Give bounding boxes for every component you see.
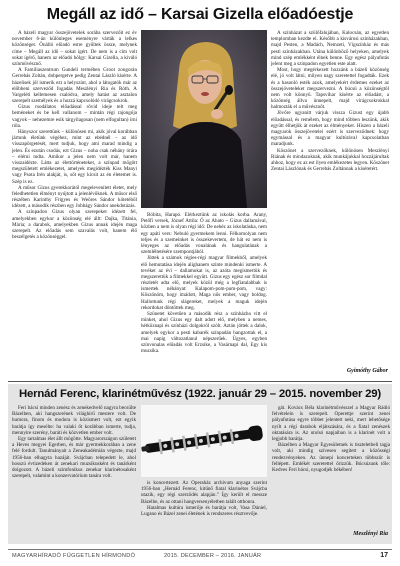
paragraph: Bázelben a Magyar Egyesületnek is tiszteletbeli tagja volt, aki mindig szívesen segített a közösségi rendezvényeken. Az ünnepi koncerteken többször is fellépett. Emlékét szeretettel őrizzük. Búcsúzunk tőle: Kedves Feri bácsi, nyugodjék békében! — [272, 442, 390, 473]
author-signature: Gyimóthy Gábor — [346, 368, 388, 374]
obituary-signature: Meszlényi Ria — [353, 531, 388, 537]
page-footer — [12, 553, 388, 561]
obituary-column-left — [12, 405, 136, 539]
paragraph: Most, hogy megérkezett hozzánk a bázeli közönség elé, jó volt látni, milyen nagy szeretettel fogadták. Ezek és a hasonló esték azok, amelyekért érdemes ezeket az összejöveteleket megszervezni. A búcsú a közönségtől nem volt könnyű. Tapsvihar kísérte az előadást, a közönség állva ünnepelt, majd virágcsokrokkal halmozták el a művésznőt. — [271, 67, 389, 111]
clarinet-photo — [141, 405, 267, 477]
publication-name: MAGYARHÍRADÓ FÜGGETLEN HÍRMONDÓ — [12, 553, 136, 559]
section-divider — [8, 381, 392, 382]
paragraph: is koncertezett. Az Operaház archívum anyaga szerint 1956-ban „Hernád Ferenc, kitűnő fiatal klarinétos Svájcba utazik, egy régi szerződés alapján.” Így került el messze Bázelbe, és az ottani hangversenyéletben talált otthonra. — [141, 480, 267, 505]
obituary-title: Hernád Ferenc, klarinétművész (1922. január 29 – 2015. november 29) — [18, 388, 382, 400]
paragraph: Jövőre ugyanitt várjuk vissza Gizust egy újabb előadással, és remélem, hogy mind többen leszünk, akik együtt élhetjük át ezeket az élményeket. Hiszen a bázeli magyarok összejövetelei ezért is szerveződnek: hogy egymással és a magyar kultúrával kapcsolatban maradjunk. — [271, 110, 389, 148]
paragraph: Bóbita, Harapó. Elérkeztünk az iskolás korba. Arany, Petőfi versek, József Attila: Ó az Ahato – Gizus dallamával, közben a nem is olyan régi idő: De nehéz az iskolatáska, nem egy apáti vers: Nebuló gyermekem lenni. Félkomolyan nem teljes és a szemeinket is összekevertem, de hát ez nem is lényeges az előadás vonalának és hangulatának a szemléltetésére szempontjából. — [141, 212, 267, 256]
paragraph: Gizus csodálatos előadással rövid ideje telt meg beméneket és be kell vallanom – mintán régi rajongója vagyok – nehezemre esik tárgyilagosan (nem elfogultan) írni róla. — [12, 104, 137, 129]
article-column-left — [12, 30, 137, 376]
paragraph: A színházat a szülőfalujában, Kalocsán, az egyetlen templomban kezdte el. Később a kisvárosi színházakban, majd Pesten, a Madách, Nemzeti, Vígszínház és más pesti színházakban. Utána különböző helyeken, amelyek mind szép emlékként élnek benne. Egy egész pályafutás jelent meg a színpadon egyetlen este alatt. — [271, 30, 389, 67]
paragraph: A színpadon Gizus olyan szerepeket idézett fel, amelyekben egykor a közönség elé állt: Dajka, Titánia, Mária; a darabok, amelyekben Gizus annak idején maga szerepelt. Az előadás sem szavalás volt, hanem élő beszélgetés a közönséggel. — [12, 209, 137, 241]
performer-photo — [141, 30, 267, 208]
paragraph: Hatalmas kultúra ismerője és barátja volt, Vasa Dániel, Lugano és Bázel zenei életének is rendszeres résztvevője. — [141, 504, 267, 517]
paragraph: Szünetet követően a második rész a színházba vitt el minket, ahol Gizus egy dalt adott elő, melyben a nemes, hétköznapi és színházi dolgokról szólt. Aztán jöttek a dalok, amelyek egykor a pesti kabarék színpadán hangzottak el, a mai napig változatlanul népszerűek. Ügyes, egyben színvonalas előadás volt Erzsike, a Vasárnapi dal, Egy kis muzsika. — [141, 311, 267, 355]
paragraph: A műsor Gizus gyerekkorától megelevenített életet, mely feledhetetlen élményt nyújtott a jelenlévőknek. A műsor első részében Karinthy Frigyes és Weöres Sándor kötetéből idézett, a második részben egy Jobbágy Sándor anekdotázás. — [12, 184, 137, 210]
paragraph: gát. Kovács Béla klarinétművésszel a Magyar Rádió felvételein is szerepelt. Operettje szerint zenei pályafutása egyre többet jelentett neki, mert lehetősége nyílt a régi darabok eljátszására, és a fiatal zenészek oktatására is. Az utolsó napjaiban is a klarinét volt a legjobb barátja. — [272, 405, 390, 442]
paragraph: Feri bácsi minden zenész és zenekedvelő nagyra becsülte Bázelben, aki hangszerének világhírű mestere volt. De humora, finom és modora is közismert volt, ezt egyik barátja így mesélte: ha valaki őt korábban ismerte, tudja, mennyire szerény, baráti és közvetlen ember volt. — [12, 405, 136, 436]
article-column-right — [271, 30, 389, 368]
obituary-column-middle — [141, 480, 267, 540]
issue-date: 2015. DECEMBER – 2016. JANUÁR — [164, 553, 262, 559]
paragraph: Egy tartalmas élet állt mögötte. Magyarországon született a Heves megyei Egerben, és már gyermekkorában a zene felé fordult. Tanulmányait a Zeneakadémián végezte, majd 1956-ban elhagyta hazáját. Svájcban telepedett le, ahol hosszú évtizedeken át zenekari muzsikusként és tanárként dolgozott. A bázeli szimfonikus zenekar klarinétosaként szerepelt, valamint a konzervatórium tanára volt. — [12, 435, 136, 480]
performer-photo-image — [141, 30, 267, 208]
obituary-column-right — [272, 405, 390, 527]
paragraph: A bázeli magyar összejövetelek sorába szervezőit ez év november 6-án különleges eseményre várták a lelkes közönséget. Önálló előadó estre gyűltek össze, melynek címe – Megáll az idő – sokat ígért. De nem is a cím volt sokat ígérő, hanem az előadó hölgy: Karsai Gizella, a kiváló színművésznő. — [12, 30, 137, 67]
paragraph: A Famíliaszentrum Gundeli termében Groot zongorán Gerrebás Zoltán, dobpergetve pedig Zentai László kísérte. A bázelisek jól ismerik ezt a helyszínt, ahol a látogatók már az előbbeni szerveződ fogadás Meszlényi Ria és Róth. A Vargeléti kellemesen csalódva, amely hatást az asztalon szerepelt személyek és a hozzá kapcsolódó virágcsokrok. — [12, 67, 137, 105]
paragraph: Jöttek a számok régies-régi magyar filmekből, amelyek elő hemutatása idején alighanem szinte mindenki ismerte. A tevéket az évi – dallamokat is, az azóta megismertük és megszerettük a filmekkel együtt. Gizus egy egész sor filmdal részletét adta elő, melyek közül még a legfiatalabbak is ismertek néhányat: Kalapom-pom-pom-pom, vagy: Köszönöm, hogy imádott, Maga nős ember, vagy boldog. Hallottunk régi slágereket, melyek a maguk idején rekordokat döntöttek meg. — [141, 255, 267, 311]
article-title: Megáll az idő – Karsai Gizella előadóestje — [46, 6, 354, 23]
paragraph: Hányszor szerettünk – különösen mi, akik jóval korábban jártunk életünk végéhez, mint az ebédnél – az idő visszapörgetését, mert tudjuk, hogy ami marad mindig a jelen. És ezután csodás, ezt Gizus – noha csak néhány órára – elérni tudta. Amikor a jelen nem volt már, hanem visszaidézte. Látta az élettörténeteket, a színpad mögött megszületett emlékezetet, amelyek megidézték Kiss Manyi vagy Psota Irén alakját, is, sőt egy kicsit az én életemet is. Szép is ez. — [12, 129, 137, 185]
article-column-middle — [141, 212, 267, 374]
page-number: 17 — [380, 552, 388, 559]
clarinet-image — [141, 405, 267, 477]
footer-divider — [8, 549, 392, 550]
paragraph: Köszönet a szervezőknek, különösen Meszlényi Riának és mindazoknak, akik munkájukkal hozzájárultak ahhoz, hogy ez az est ilyen emlékezetes legyen. Köszönet Zentai Lászlónak és Gerrebás Zoltánnak a kíséretért. — [271, 147, 389, 173]
